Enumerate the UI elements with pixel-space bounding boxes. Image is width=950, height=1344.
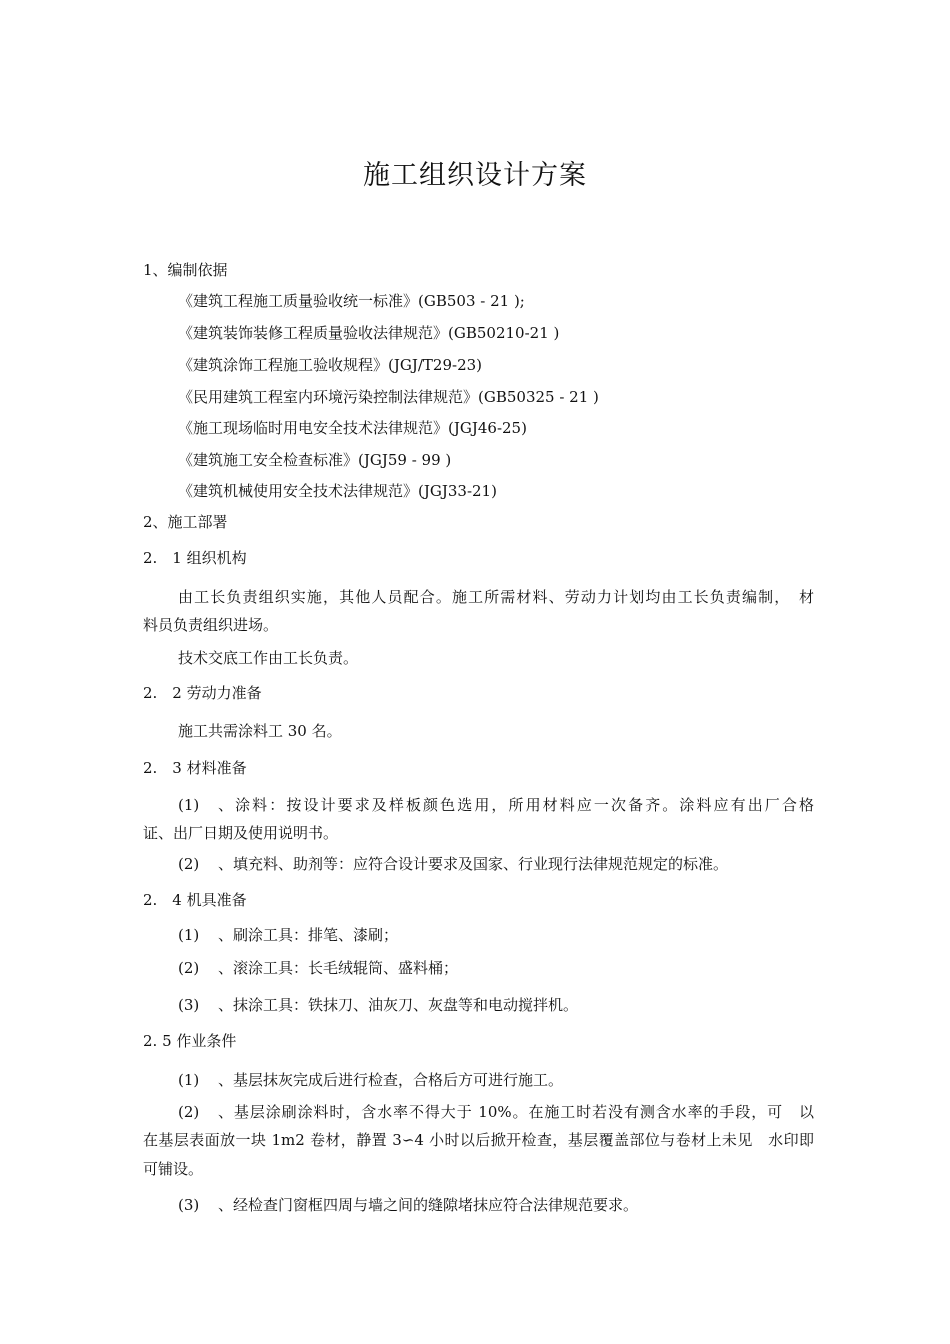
list-text: 、刷涂工具：排笔、漆刷； — [218, 926, 399, 944]
list-text: 、抹涂工具：铁抹刀、油灰刀、灰盘等和电动搅拌机。 — [218, 996, 579, 1014]
list-item — [178, 958, 458, 978]
paragraph-line: 料员负责组织进场。 — [143, 616, 279, 634]
list-text: 、涂料：按设计要求及样板颜色选用，所用材料应一次备齐。涂料应有出厂合格 — [218, 796, 814, 814]
list-text: 、滚涂工具：长毛绒辊筒、盛料桶； — [218, 959, 459, 977]
list-item — [178, 854, 728, 874]
subsection-heading-organization: 2. 1 组织机构 — [143, 549, 247, 567]
subsection-heading-conditions: 2. 5 作业条件 — [143, 1032, 237, 1050]
paragraph-line: 施工共需涂料工 30 名。 — [178, 722, 342, 740]
reference-item: 《建筑施工安全检查标准》(JGJ59 - 99 ) — [178, 451, 452, 469]
subsection-heading-labor: 2. 2 劳动力准备 — [143, 684, 262, 702]
list-number: (2) — [178, 855, 200, 873]
list-number: (1) — [178, 796, 200, 814]
list-item — [178, 925, 398, 945]
reference-item: 《民用建筑工程室内环境污染控制法律规范》(GB50325 - 21 ) — [178, 388, 599, 406]
list-number: (3) — [178, 996, 200, 1014]
list-text: 、经检查门窗框四周与墙之间的缝隙堵抹应符合法律规范要求。 — [218, 1196, 639, 1214]
list-number: (1) — [178, 1071, 200, 1089]
list-text: 、基层涂刷涂料时，含水率不得大于 10%。在施工时若没有测含水率的手段，可 以 — [218, 1103, 814, 1121]
list-item — [178, 1070, 563, 1090]
section-heading-basis: 1、编制依据 — [143, 261, 228, 279]
list-number: (2) — [178, 1103, 200, 1121]
paragraph-line: 证、出厂日期及使用说明书。 — [143, 824, 339, 842]
paragraph-text: 在基层表面放一块 1m2 卷材，静置 3∽4 小时以后掀开检查，基层覆盖部位与卷材上未见 水印即 — [143, 1131, 814, 1149]
paragraph-line: 可铺设。 — [143, 1160, 204, 1178]
paragraph-line: 技术交底工作由工长负责。 — [178, 649, 359, 667]
list-item — [178, 995, 578, 1015]
reference-item: 《建筑工程施工质量验收统一标准》(GB503 - 21 ); — [178, 292, 525, 310]
paragraph-line — [143, 1130, 814, 1150]
reference-item: 《建筑机械使用安全技术法律规范》(JGJ33-21) — [178, 482, 497, 500]
section-heading-deployment: 2、施工部署 — [143, 513, 228, 531]
list-number: (1) — [178, 926, 200, 944]
reference-item: 《施工现场临时用电安全技术法律规范》(JGJ46-25) — [178, 419, 527, 437]
subsection-heading-materials: 2. 3 材料准备 — [143, 759, 247, 777]
subsection-heading-tools: 2. 4 机具准备 — [143, 891, 247, 909]
reference-item: 《建筑涂饰工程施工验收规程》(JGJ/T29-23) — [178, 356, 483, 374]
list-number: (2) — [178, 959, 200, 977]
paragraph-text: 由工长负责组织实施，其他人员配合。施工所需材料、劳动力计划均由工长负责编制， 材 — [178, 588, 814, 606]
list-text: 、填充料、助剂等：应符合设计要求及国家、行业现行法律规范规定的标准。 — [218, 855, 729, 873]
page-title: 施工组织设计方案 — [363, 160, 587, 191]
list-item — [178, 1102, 814, 1122]
list-item — [178, 1195, 638, 1215]
list-number: (3) — [178, 1196, 200, 1214]
list-item — [178, 795, 814, 815]
list-text: 、基层抹灰完成后进行检查，合格后方可进行施工。 — [218, 1071, 564, 1089]
reference-item: 《建筑装饰装修工程质量验收法律规范》(GB50210-21 ) — [178, 324, 560, 342]
paragraph-line — [178, 587, 814, 607]
